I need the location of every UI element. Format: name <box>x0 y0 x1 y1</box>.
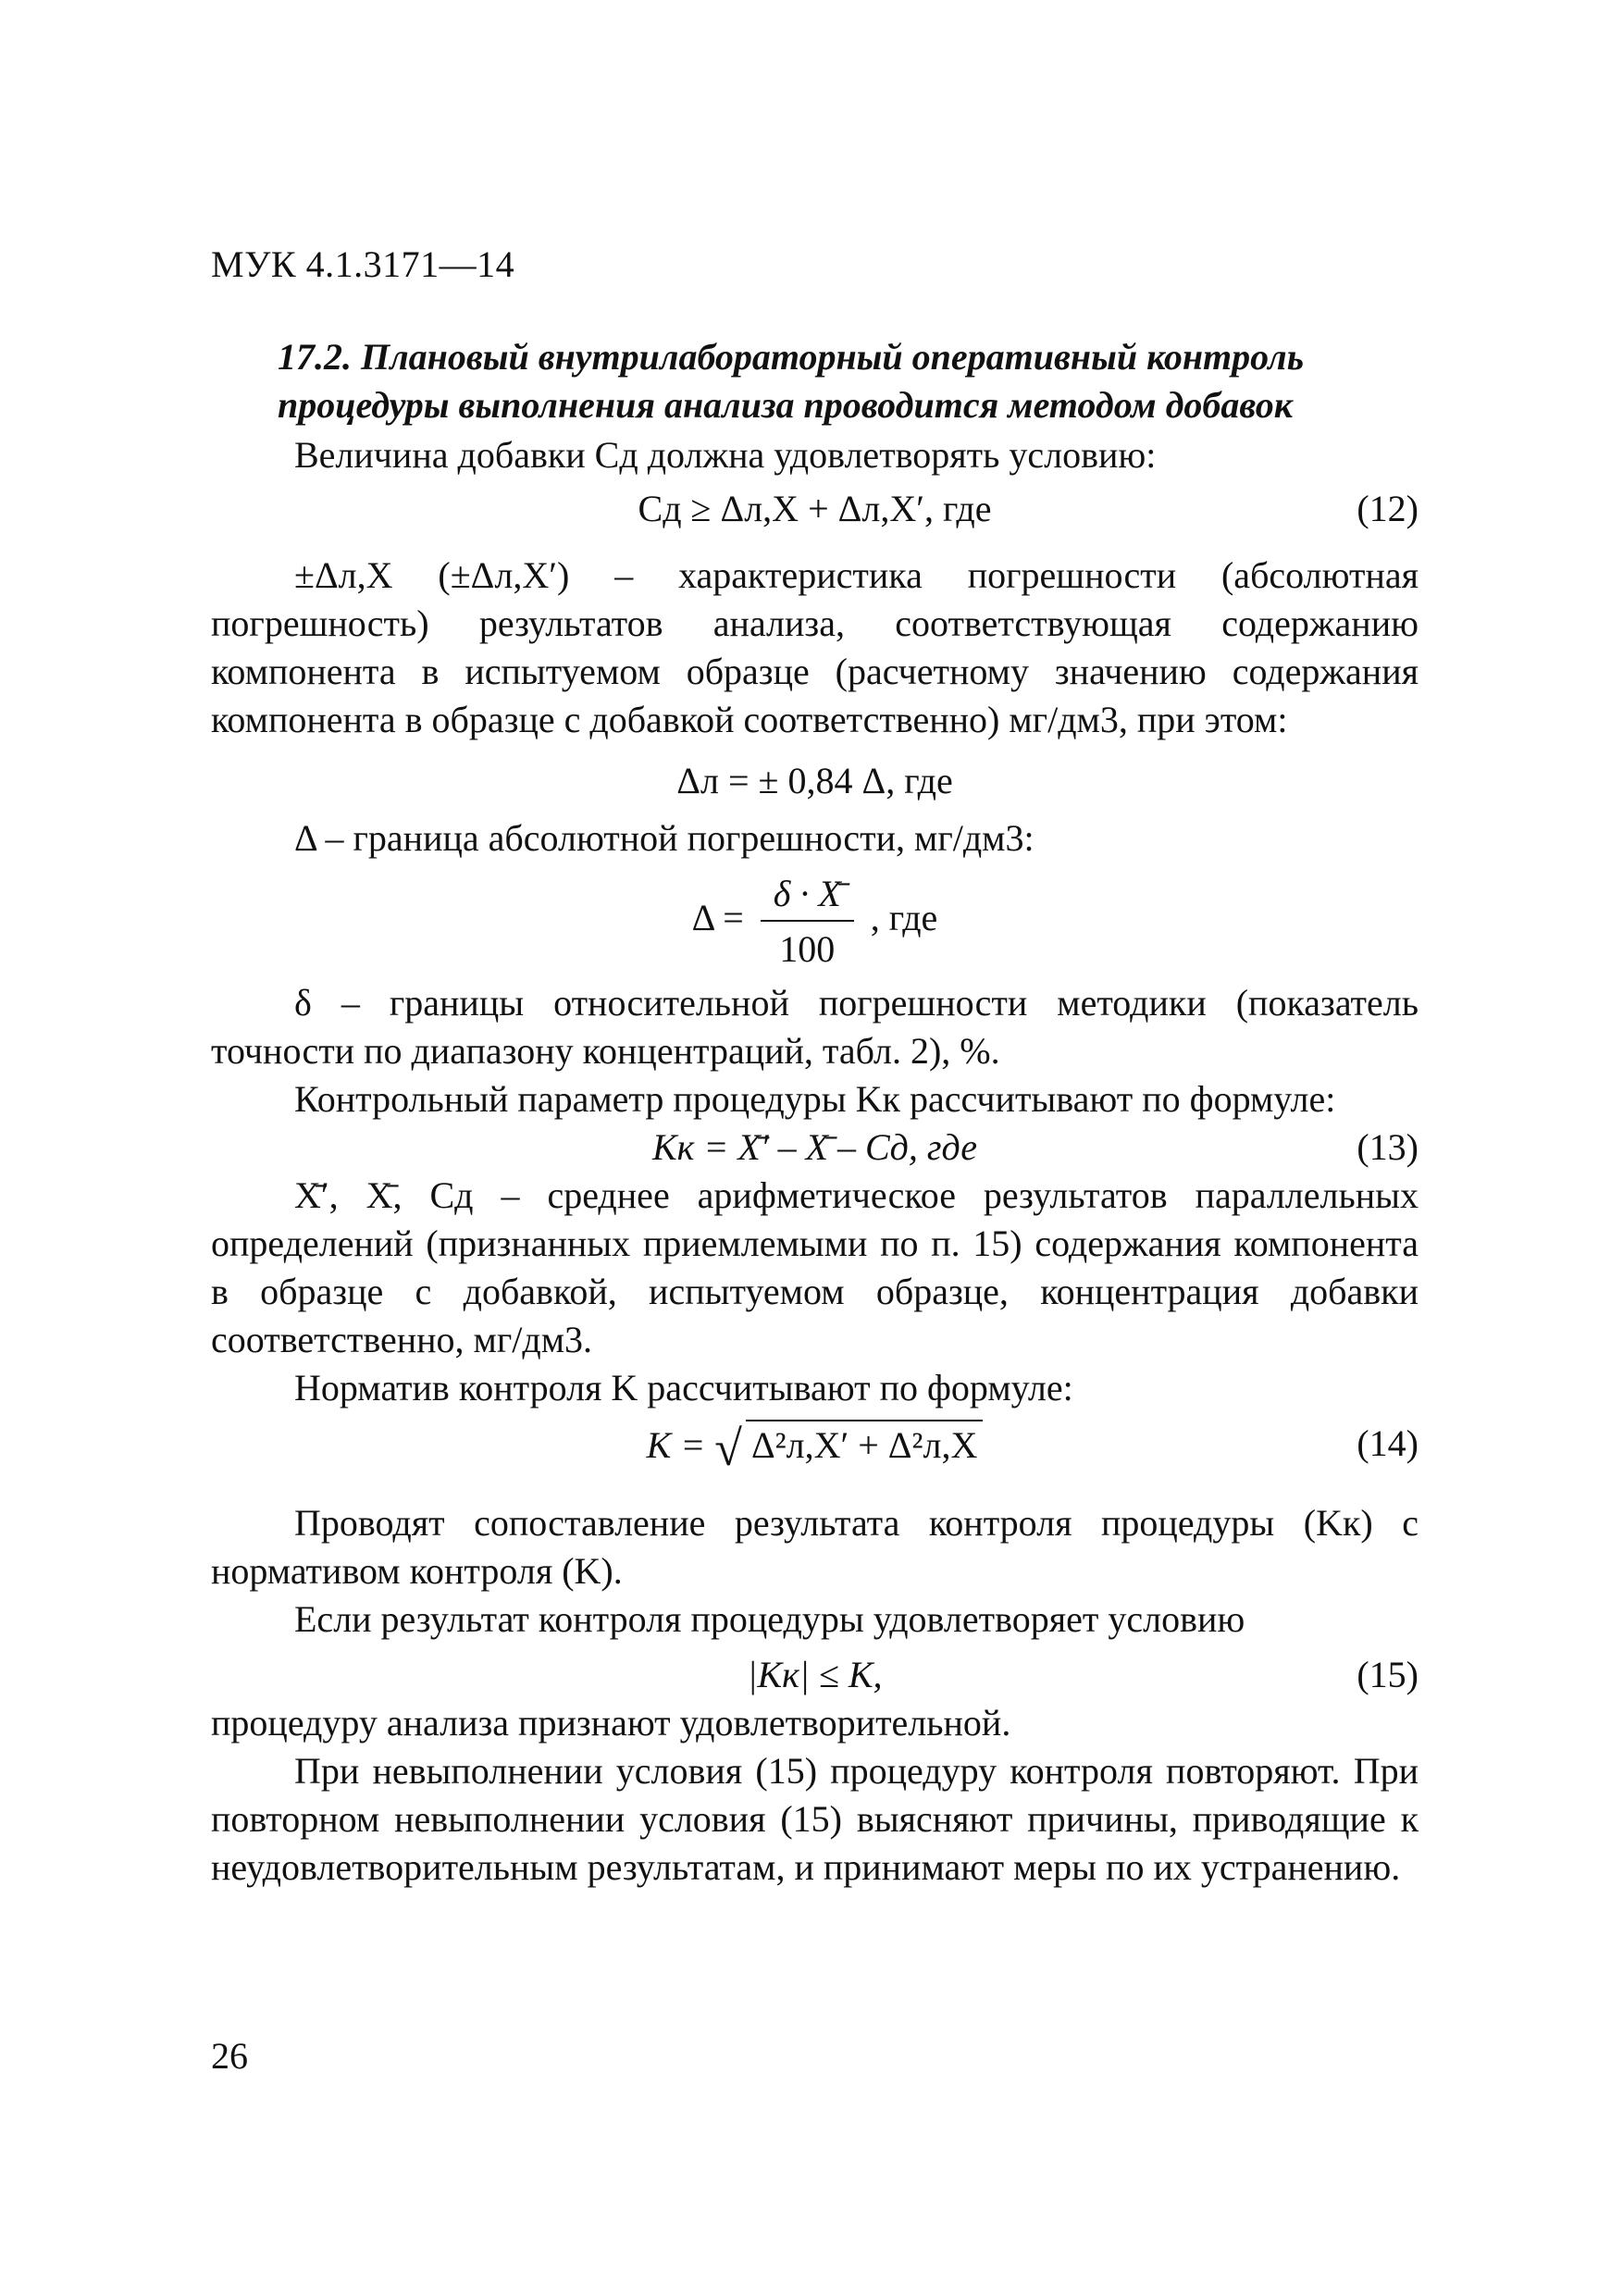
paragraph-characteristic: ±Δл,Х (±Δл,Х′) – характеристика погрешности (абсолютная погрешность) результатов анализа, соответствующая содержанию компонента в испытуемом образце (расчетному значению содержания компонента в образце с добавкой соответственно) мг/дм3, при этом: <box>211 554 1419 740</box>
equation-15-formula: |Kк| ≤ K, <box>747 1654 883 1695</box>
page-number: 26 <box>211 2035 248 2077</box>
equation-14-lhs: K = <box>646 1424 706 1466</box>
equation-14-radicand: Δ²л,Х′ + Δ²л,Х <box>746 1420 983 1470</box>
equation-delta <box>211 870 1419 974</box>
section-title-line1: 17.2. Плановый внутрилабораторный оперативный контроль <box>278 336 1304 378</box>
paragraph-norm: Норматив контроля K рассчитывают по формуле: <box>294 1367 1073 1409</box>
equation-12 <box>211 485 1419 533</box>
equation-delta-numerator: δ · Х̄ <box>761 870 854 922</box>
equation-14-number: (14) <box>1357 1422 1419 1464</box>
document-header: МУК 4.1.3171—14 <box>211 243 515 285</box>
paragraph-fail: При невыполнении условия (15) процедуру контроля повторяют. При повторном невыполнении условия (15) выясняют причины, приводящие к неудовлетворительным результатам, и принимают меры по их устранению. <box>211 1750 1419 1888</box>
paragraph-delta-relative: δ – границы относительной погрешности методики (показатель точности по диапазону концентраций, табл. 2), %. <box>211 982 1419 1072</box>
equation-delta-tail: , где <box>870 897 938 939</box>
paragraph-control-parameter: Контрольный параметр процедуры Kк рассчитывают по формуле: <box>294 1078 1336 1120</box>
equation-13-formula: Kк = Х̄′ – Х̄ – Cд, где <box>652 1126 977 1168</box>
paragraph-delta: Δ – граница абсолютной погрешности, мг/дм3: <box>294 817 1035 859</box>
equation-delta-lhs: Δ = <box>691 897 744 939</box>
paragraph-compare: Проводят сопоставление результата контроля процедуры (Kк) с нормативом контроля (K). <box>211 1502 1419 1592</box>
section-title-line2: процедуры выполнения анализа проводится методом добавок <box>278 384 1294 426</box>
paragraph-accept: процедуру анализа признают удовлетворительной. <box>211 1702 1011 1744</box>
equation-delta-l <box>211 757 1419 805</box>
equation-12-formula: Cд ≥ Δл,Х + Δл,Х′, где <box>638 488 992 529</box>
equation-13-number: (13) <box>1357 1126 1419 1168</box>
equation-delta-denominator: 100 <box>779 928 836 970</box>
equation-15 <box>211 1651 1419 1699</box>
paragraph-means: Х̄′, Х̄, Cд – среднее арифметическое результатов параллельных определений (признанных приемлемыми по п. 15) содержания компонента в образце с добавкой, испытуемом образце, концентрация добавки соответственно, мг/дм3. <box>211 1174 1419 1360</box>
equation-15-number: (15) <box>1357 1654 1419 1695</box>
equation-12-number: (12) <box>1357 488 1419 529</box>
sqrt-icon: √ <box>714 1421 742 1476</box>
paragraph-addition: Величина добавки Cд должна удовлетворять условию: <box>294 434 1157 476</box>
equation-13 <box>211 1123 1419 1172</box>
section-title <box>278 333 1425 429</box>
equation-delta-fraction <box>761 870 854 974</box>
equation-14 <box>211 1420 1419 1476</box>
equation-delta-l-formula: Δл = ± 0,84 Δ, где <box>676 760 953 801</box>
paragraph-if: Если результат контроля процедуры удовлетворяет условию <box>294 1598 1245 1640</box>
